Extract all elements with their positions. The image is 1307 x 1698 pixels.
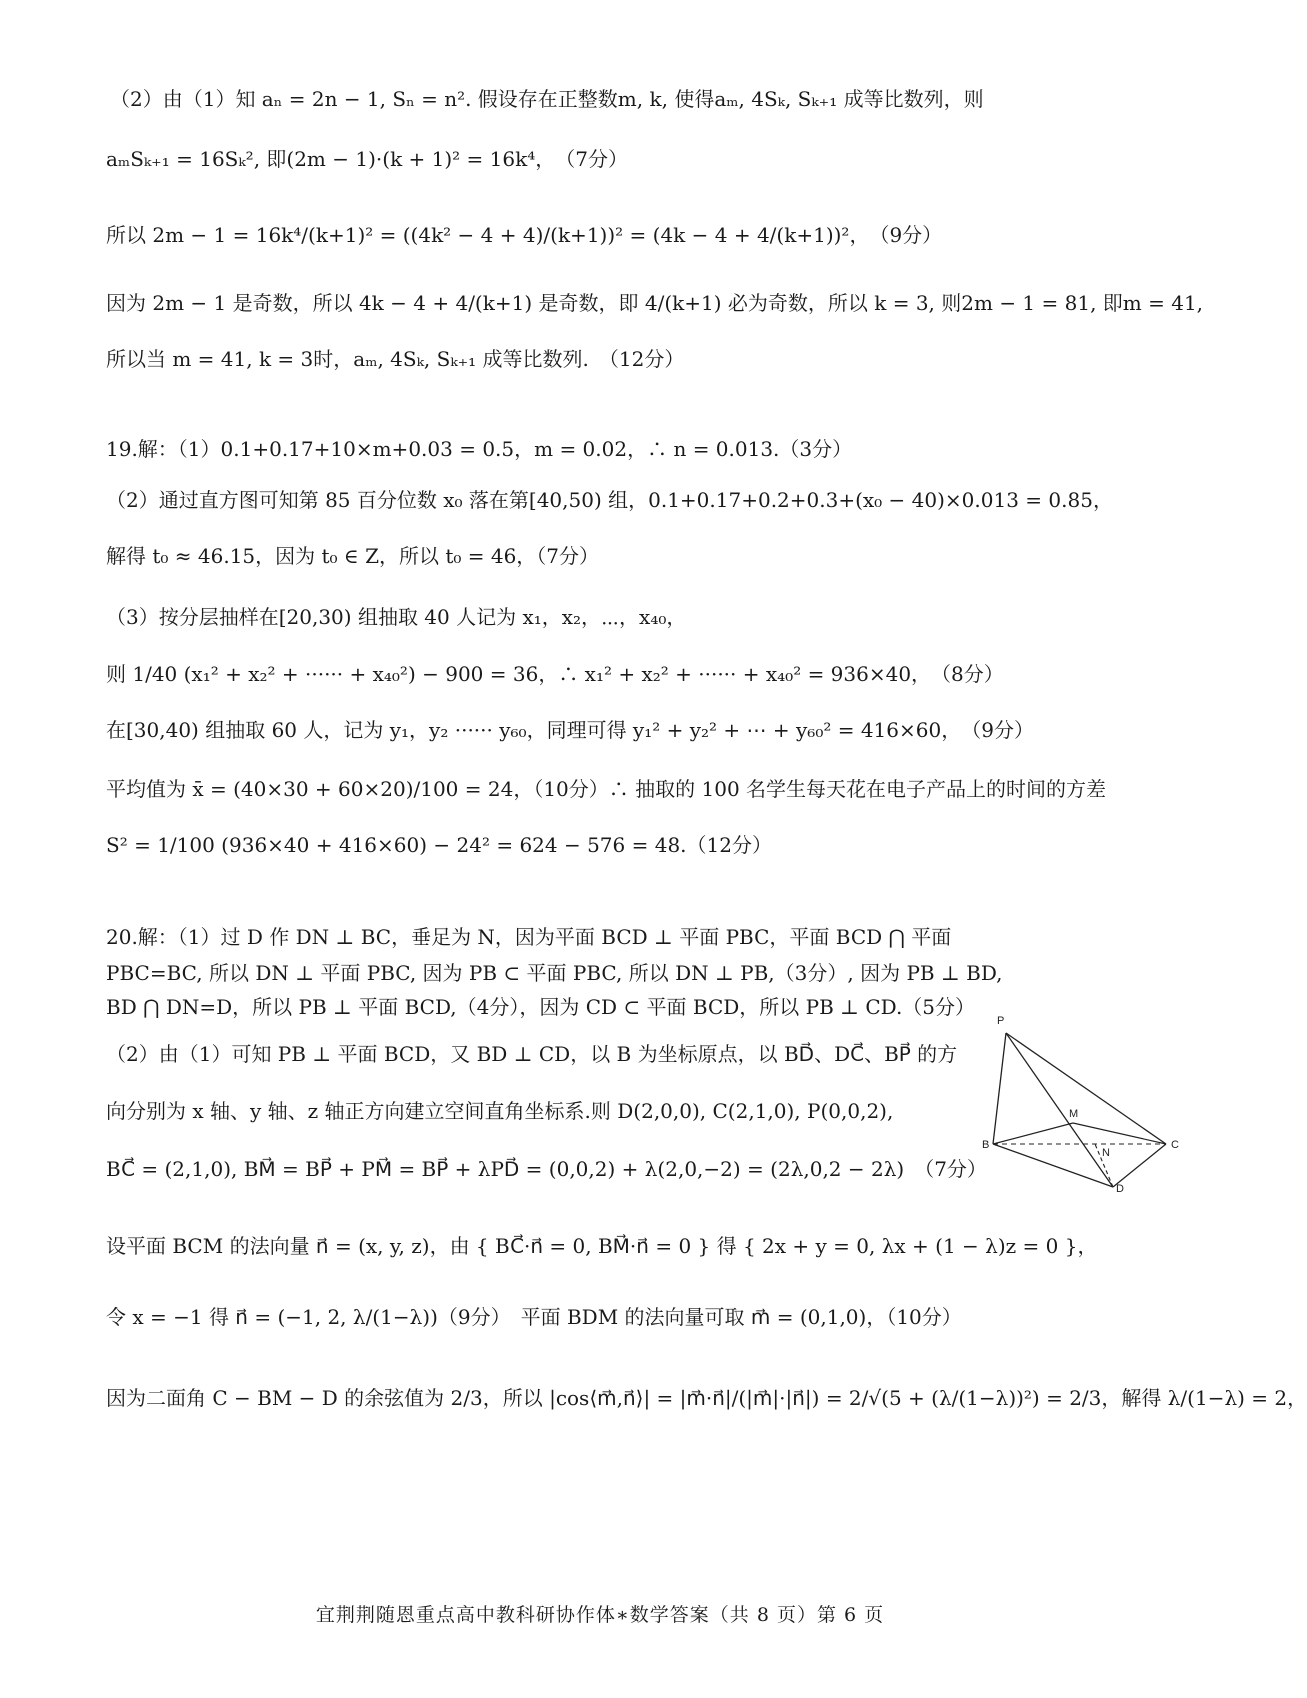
label-D: D [1116,1183,1124,1195]
q19-line-7: 平均值为 x̄ = (40×30 + 60×20)/100 = 24，（10分）∴ 抽取的 100 名学生每天花在电子产品上的时间的方差 [106,777,1107,801]
q19-line-2: （2）通过直方图可知第 85 百分位数 x₀ 落在第[40,50) 组，0.1+0.17+0.2+0.3+(x₀ − 40)×0.013 = 0.85， [106,488,1113,512]
q20-line-8: 令 x = −1 得 n⃗ = (−1, 2, λ/(1−λ))（9分） 平面 BDM 的法向量可取 m⃗ = (0,1,0)，（10分） [106,1305,962,1329]
q20-line-5: 向分别为 x 轴、y 轴、z 轴正方向建立空间直角坐标系.则 D(2,0,0), C(2,1,0), P(0,0,2), [106,1099,894,1123]
line-4: 因为 2m − 1 是奇数，所以 4k − 4 + 4/(k+1) 是奇数，即 4/(k+1) 必为奇数，所以 k = 3, 则2m − 1 = 81, 即m = 41, [106,291,1204,315]
q20-line-2: PBC=BC, 所以 DN ⊥ 平面 PBC, 因为 PB ⊂ 平面 PBC, 所以 DN ⊥ PB,（3分）, 因为 PB ⊥ BD, [106,961,1003,985]
segment-MC [1073,1123,1166,1144]
q19-line-4: （3）按分层抽样在[20,30) 组抽取 40 人记为 x₁，x₂，⋯，x₄₀， [106,605,687,629]
label-N: N [1102,1147,1110,1159]
edge-CD [1113,1144,1166,1187]
tetrahedron-figure [982,990,1185,1195]
line-1: （2）由（1）知 aₙ = 2n − 1, Sₙ = n². 假设存在正整数m, k, 使得aₘ, 4Sₖ, Sₖ₊₁ 成等比数列，则 [110,87,984,111]
segment-BM [993,1123,1073,1144]
line-3: 所以 2m − 1 = 16k⁴/(k+1)² = ((4k² − 4 + 4)/(k+1))² = (4k − 4 + 4/(k+1))²， （9分） [106,223,943,247]
edge-PD [1006,1033,1113,1187]
q20-line-9: 因为二面角 C − BM − D 的余弦值为 2/3，所以 |cos⟨m⃗,n⃗⟩| = |m⃗·n⃗|/(|m⃗|·|n⃗|) = 2/√(5 + (λ/(1−λ))²) = 2/3，解得 λ/(1−λ) = 2， [106,1386,1307,1410]
q19-line-8: S² = 1/100 (936×40 + 416×60) − 24² = 624 − 576 = 48.（12分） [106,833,772,857]
label-P: P [997,1015,1005,1027]
page-footer: 宜荆荆随恩重点高中教科研协作体∗数学答案（共 8 页）第 6 页 [315,1604,885,1626]
q20-line-3: BD ⋂ DN=D，所以 PB ⊥ 平面 BCD,（4分），因为 CD ⊂ 平面 BCD，所以 PB ⊥ CD.（5分） [106,995,976,1019]
label-C: C [1171,1139,1179,1151]
line-5: 所以当 m = 41, k = 3时，aₘ, 4Sₖ, Sₖ₊₁ 成等比数列. （12分） [106,347,685,371]
q20-line-6: BC⃗ = (2,1,0), BM⃗ = BP⃗ + PM⃗ = BP⃗ + λPD⃗ = (0,0,2) + λ(2,0,−2) = (2λ,0,2 − 2λ) （7分） [106,1157,987,1181]
edge-PC [1006,1033,1166,1144]
label-B: B [982,1139,990,1151]
q20-line-4: （2）由（1）可知 PB ⊥ 平面 BCD，又 BD ⊥ CD，以 B 为坐标原点，以 BD⃗、DC⃗、BP⃗ 的方 [106,1042,958,1066]
line-2: aₘSₖ₊₁ = 16Sₖ², 即(2m − 1)·(k + 1)² = 16k⁴， （7分） [106,147,628,171]
label-M: M [1069,1108,1079,1120]
q19-line-1: 19.解：（1）0.1+0.17+10×m+0.03 = 0.5，m = 0.02，∴ n = 0.013.（3分） [106,437,853,461]
q20-line-7: 设平面 BCM 的法向量 n⃗ = (x, y, z)，由 { BC⃗·n⃗ = 0, BM⃗·n⃗ = 0 } 得 { 2x + y = 0, λx + (1 − λ)z = 0 }， [106,1234,1098,1258]
q19-line-5: 则 1/40 (x₁² + x₂² + ······ + x₄₀²) − 900 = 36，∴ x₁² + x₂² + ······ + x₄₀² = 936×40， （8分） [106,662,1004,686]
q20-line-1: 20.解：（1）过 D 作 DN ⊥ BC，垂足为 N，因为平面 BCD ⊥ 平面 PBC，平面 BCD ⋂ 平面 [106,925,952,949]
edge-PB [993,1033,1006,1144]
edge-BD [993,1144,1113,1187]
q19-line-6: 在[30,40) 组抽取 60 人，记为 y₁，y₂ ······ y₆₀，同理可得 y₁² + y₂² + ⋯ + y₆₀² = 416×60， （9分） [106,718,1034,742]
q19-line-3: 解得 t₀ ≈ 46.15，因为 t₀ ∈ Z，所以 t₀ = 46，（7分） [106,544,600,568]
